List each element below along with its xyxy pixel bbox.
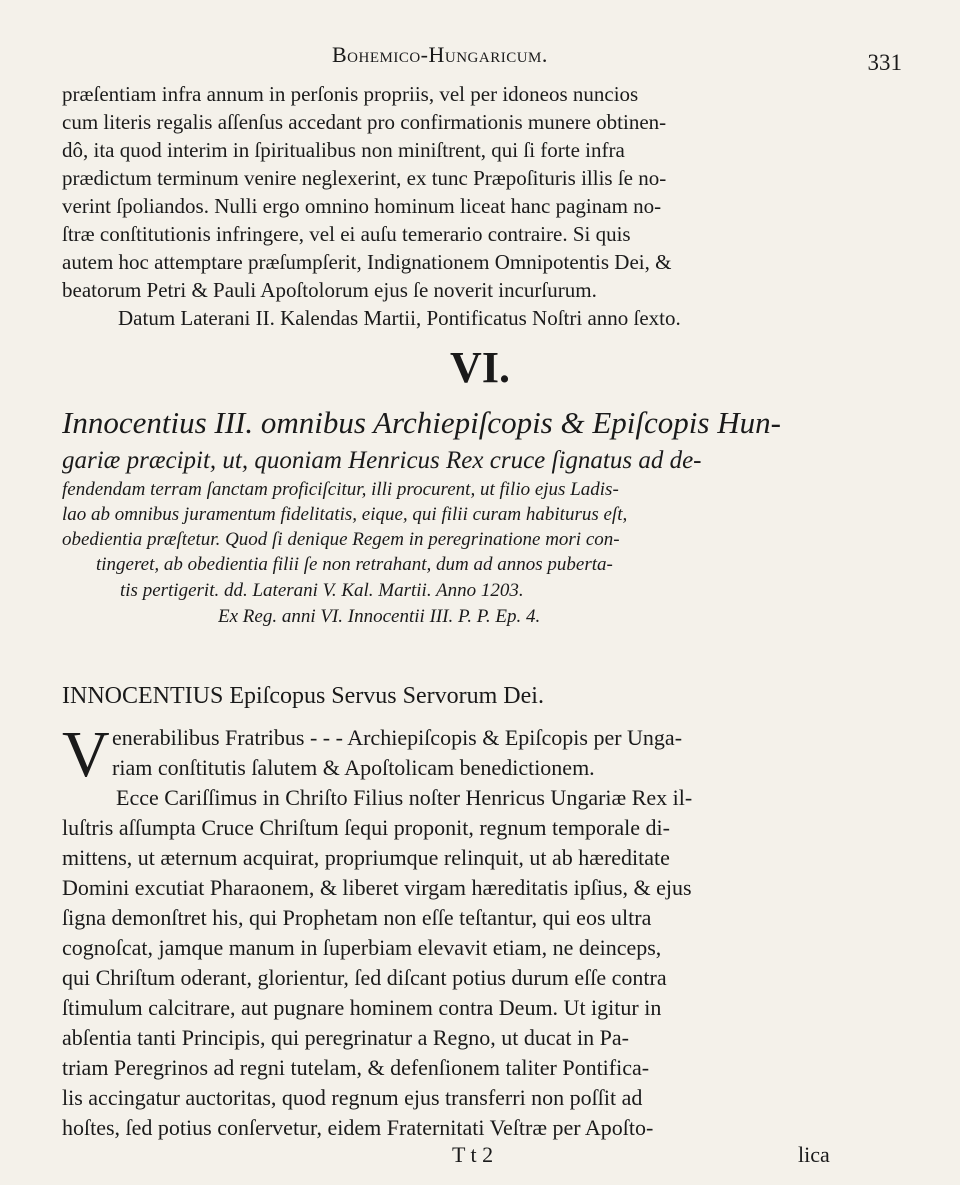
signature-mark: T t 2: [452, 1142, 494, 1167]
text-line: verint ſpoliandos. Nulli ergo omnino hominum liceat hanc paginam no-: [62, 194, 662, 218]
text-line: enerabilibus Fratribus - - - Archiepiſcopis & Epiſcopis per Unga-: [112, 725, 683, 750]
catchword: lica: [798, 1142, 830, 1167]
drop-cap: V: [62, 718, 110, 791]
text-line: mittens, ut æternum acquirat, propriumque relinquit, ut ab hæreditate: [62, 845, 670, 870]
text-line: luſtris aſſumpta Cruce Chriſtum ſequi proponit, regnum temporale di-: [62, 815, 670, 840]
dating-line: Datum Laterani II. Kalendas Martii, Pontificatus Noſtri anno ſexto.: [118, 306, 681, 330]
text-line: abſentia tanti Principis, qui peregrinatur a Regno, ut ducat in Pa-: [62, 1025, 629, 1050]
summary-line: gariæ præcipit, ut, quoniam Henricus Rex cruce ſignatus ad de-: [62, 447, 702, 474]
text-line: ſtimulum calcitrare, aut pugnare hominem contra Deum. Ut igitur in: [62, 995, 662, 1020]
text-line: autem hoc attemptare præſumpſerit, Indignationem Omnipotentis Dei, &: [62, 250, 672, 274]
summary-line: tingeret, ab obedientia filii ſe non retrahant, dum ad annos puberta-: [96, 554, 613, 575]
text-line: ſtræ conſtitutionis infringere, vel ei auſu temerario contraire. Si quis: [62, 222, 631, 246]
text-line: Domini excutiat Pharaonem, & liberet virgam hæreditatis ipſius, & ejus: [62, 875, 692, 900]
text-line: Ecce Cariſſimus in Chriſto Filius noſter Henricus Ungariæ Rex il-: [116, 785, 693, 810]
text-line: lis accingatur auctoritas, quod regnum ejus transferri non poſſit ad: [62, 1085, 643, 1110]
text-line: triam Peregrinos ad regni tutelam, & defenſionem taliter Pontifica-: [62, 1055, 650, 1080]
source-reference: Ex Reg. anni VI. Innocentii III. P. P. Ep. 4.: [218, 606, 541, 627]
text-line: qui Chriſtum oderant, glorientur, ſed diſcant potius durum eſſe contra: [62, 965, 667, 990]
summary-line: Innocentius III. omnibus Archiepiſcopis & Epiſcopis Hun-: [62, 405, 781, 440]
text-line: prædictum terminum venire neglexerint, ex tunc Præpoſituris illis ſe no-: [62, 166, 667, 190]
text-line: riam conſtitutis ſalutem & Apoſtolicam benedictionem.: [112, 755, 595, 780]
text-line: hoſtes, ſed potius conſervetur, eidem Fraternitati Veſtræ per Apoſto-: [62, 1115, 654, 1140]
section-number: VI.: [450, 343, 510, 392]
text-line: ſigna demonſtret his, qui Prophetam non eſſe teſtantur, qui eos ultra: [62, 905, 652, 930]
page-header: [62, 42, 902, 74]
text-line: beatorum Petri & Pauli Apoſtolorum ejus ſe noverit incurſurum.: [62, 278, 597, 302]
text-line: dô, ita quod interim in ſpiritualibus non miniſtrent, qui ſi forte infra: [62, 138, 625, 162]
summary-line: obedientia præſtetur. Quod ſi denique Regem in peregrinatione mori con-: [62, 529, 620, 550]
running-head: Bohemico-Hungaricum.: [332, 42, 548, 67]
text-line: cognoſcat, jamque manum in ſuperbiam elevavit etiam, ne deinceps,: [62, 935, 662, 960]
page-number: 331: [867, 50, 902, 75]
text-line: præſentiam infra annum in perſonis propriis, vel per idoneos nuncios: [62, 82, 639, 106]
summary-line: fendendam terram ſanctam proficiſcitur, illi procurent, ut filio ejus Ladis-: [62, 479, 619, 500]
text-line: cum literis regalis aſſenſus accedant pro confirmationis munere obtinen-: [62, 110, 667, 134]
summary-line: tis pertigerit. dd. Laterani V. Kal. Martii. Anno 1203.: [120, 580, 524, 601]
summary-line: lao ab omnibus juramentum fidelitatis, eique, qui filii curam habiturus eſt,: [62, 504, 628, 525]
document-heading: INNOCENTIUS Epiſcopus Servus Servorum Dei.: [62, 683, 544, 709]
